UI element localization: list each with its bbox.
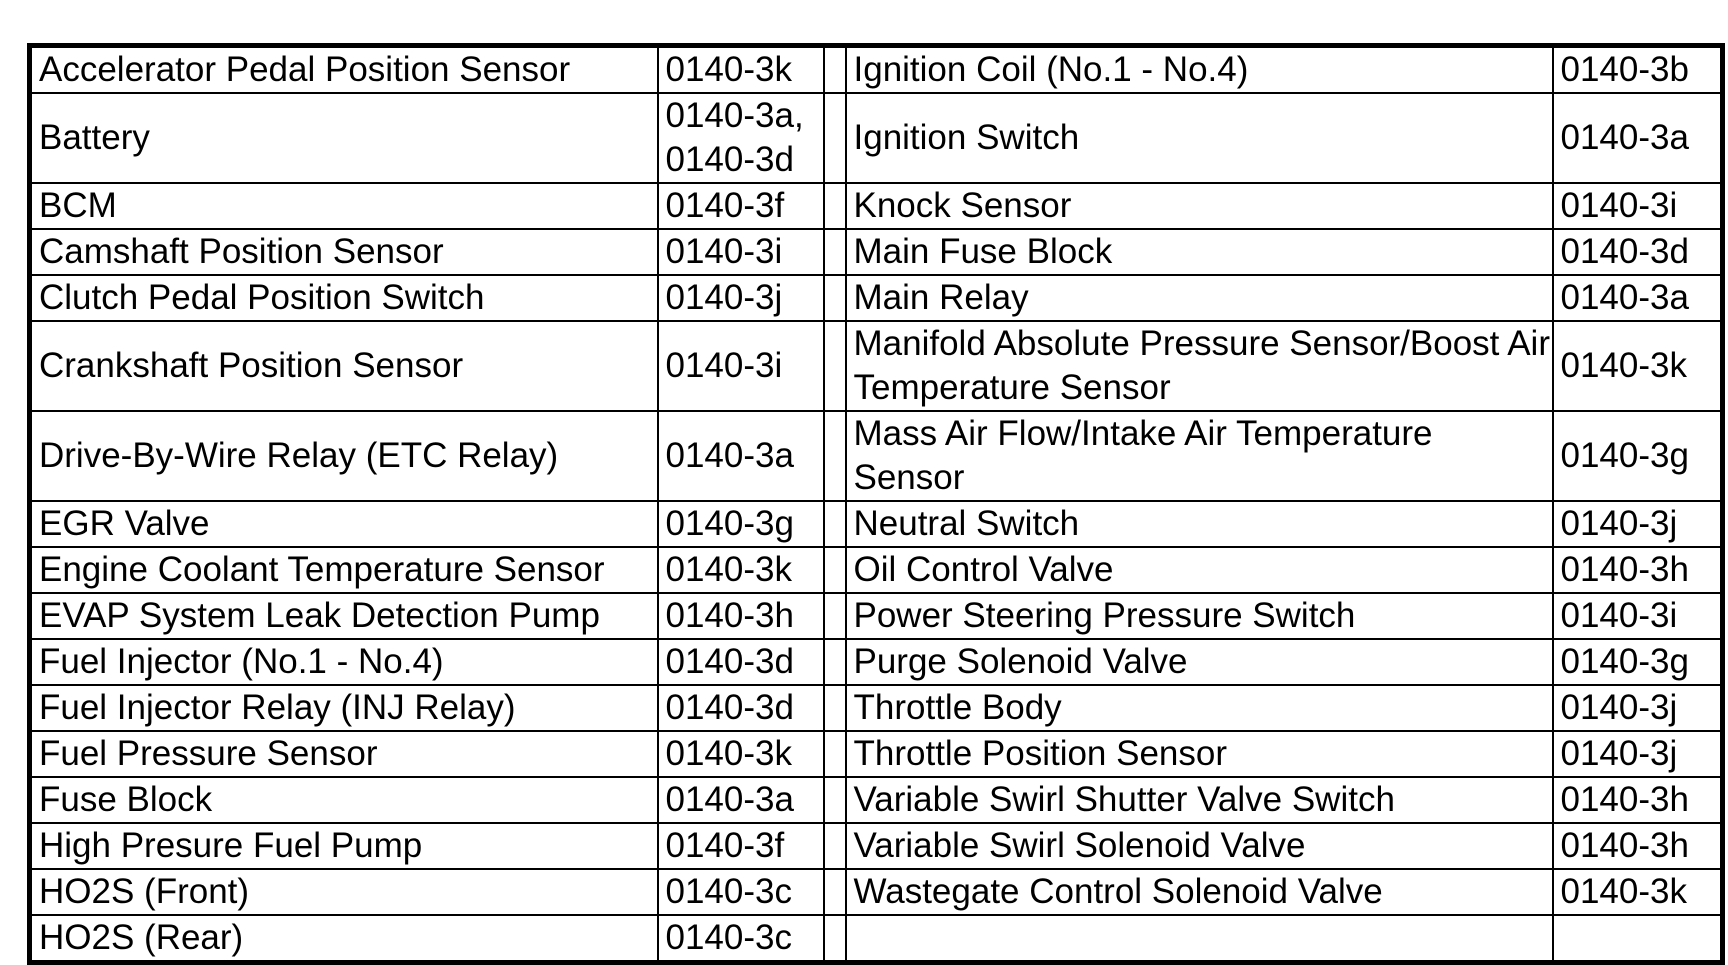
left-component-code: 0140-3j — [658, 275, 824, 321]
table-row — [30, 275, 1723, 321]
left-component-code: 0140-3f — [658, 183, 824, 229]
left-component-name: High Presure Fuel Pump — [30, 823, 658, 869]
right-component-code: 0140-3h — [1553, 547, 1723, 593]
right-component-name: Neutral Switch — [846, 501, 1553, 547]
right-component-name: Oil Control Valve — [846, 547, 1553, 593]
right-component-name: Main Fuse Block — [846, 229, 1553, 275]
right-component-code: 0140-3k — [1553, 321, 1723, 411]
right-component-name: Purge Solenoid Valve — [846, 639, 1553, 685]
right-component-code: 0140-3j — [1553, 501, 1723, 547]
right-component-code: 0140-3g — [1553, 639, 1723, 685]
left-component-name: Fuel Injector Relay (INJ Relay) — [30, 685, 658, 731]
column-spacer — [824, 685, 846, 731]
right-component-name: Power Steering Pressure Switch — [846, 593, 1553, 639]
column-spacer — [824, 639, 846, 685]
right-component-name: Wastegate Control Solenoid Valve — [846, 869, 1553, 915]
right-component-code: 0140-3a — [1553, 93, 1723, 183]
right-component-name: Throttle Position Sensor — [846, 731, 1553, 777]
column-spacer — [824, 183, 846, 229]
left-component-code: 0140-3c — [658, 915, 824, 963]
right-component-code: 0140-3h — [1553, 777, 1723, 823]
left-component-code: 0140-3k — [658, 547, 824, 593]
column-spacer — [824, 731, 846, 777]
table-row — [30, 823, 1723, 869]
right-component-name: Main Relay — [846, 275, 1553, 321]
table-row — [30, 93, 1723, 183]
left-component-code: 0140-3h — [658, 593, 824, 639]
left-component-name: Engine Coolant Temperature Sensor — [30, 547, 658, 593]
left-component-code: 0140-3k — [658, 731, 824, 777]
right-component-code: 0140-3a — [1553, 275, 1723, 321]
left-component-code: 0140-3d — [658, 685, 824, 731]
right-component-code: 0140-3g — [1553, 411, 1723, 501]
right-component-code: 0140-3j — [1553, 685, 1723, 731]
column-spacer — [824, 593, 846, 639]
left-component-name: Fuel Pressure Sensor — [30, 731, 658, 777]
left-component-name: Fuel Injector (No.1 - No.4) — [30, 639, 658, 685]
right-component-name: Ignition Switch — [846, 93, 1553, 183]
table-row — [30, 547, 1723, 593]
right-component-code: 0140-3k — [1553, 869, 1723, 915]
column-spacer — [824, 411, 846, 501]
table-row — [30, 411, 1723, 501]
column-spacer — [824, 93, 846, 183]
right-component-code: 0140-3h — [1553, 823, 1723, 869]
column-spacer — [824, 869, 846, 915]
column-spacer — [824, 547, 846, 593]
column-spacer — [824, 229, 846, 275]
column-spacer — [824, 777, 846, 823]
right-component-name: Manifold Absolute Pressure Sensor/Boost Air Temperature Sensor — [846, 321, 1553, 411]
left-component-code: 0140-3g — [658, 501, 824, 547]
table-row — [30, 869, 1723, 915]
left-component-code: 0140-3f — [658, 823, 824, 869]
column-spacer — [824, 275, 846, 321]
left-component-name: Fuse Block — [30, 777, 658, 823]
right-component-name: Knock Sensor — [846, 183, 1553, 229]
table-row — [30, 777, 1723, 823]
left-component-code: 0140-3a — [658, 777, 824, 823]
right-component-name: Throttle Body — [846, 685, 1553, 731]
left-component-code: 0140-3k — [658, 46, 824, 94]
left-component-name: EVAP System Leak Detection Pump — [30, 593, 658, 639]
left-component-name: Drive-By-Wire Relay (ETC Relay) — [30, 411, 658, 501]
table-row — [30, 501, 1723, 547]
left-component-name: Battery — [30, 93, 658, 183]
right-component-code: 0140-3d — [1553, 229, 1723, 275]
left-component-name: BCM — [30, 183, 658, 229]
right-component-code: 0140-3i — [1553, 183, 1723, 229]
right-component-name: Mass Air Flow/Intake Air Temperature Sensor — [846, 411, 1553, 501]
column-spacer — [824, 915, 846, 963]
table-row — [30, 731, 1723, 777]
column-spacer — [824, 501, 846, 547]
table-row — [30, 321, 1723, 411]
table-row — [30, 915, 1723, 963]
table-row — [30, 46, 1723, 94]
table-row — [30, 685, 1723, 731]
left-component-code: 0140-3d — [658, 639, 824, 685]
column-spacer — [824, 823, 846, 869]
left-component-code: 0140-3i — [658, 229, 824, 275]
left-component-name: Camshaft Position Sensor — [30, 229, 658, 275]
table-row — [30, 593, 1723, 639]
column-spacer — [824, 321, 846, 411]
right-component-name: Variable Swirl Solenoid Valve — [846, 823, 1553, 869]
right-component-code: 0140-3j — [1553, 731, 1723, 777]
left-component-name: HO2S (Rear) — [30, 915, 658, 963]
right-component-code — [1553, 915, 1723, 963]
component-location-table — [27, 43, 1725, 965]
left-component-code: 0140-3i — [658, 321, 824, 411]
left-component-code: 0140-3a, 0140-3d — [658, 93, 824, 183]
left-component-code: 0140-3c — [658, 869, 824, 915]
table-row — [30, 639, 1723, 685]
left-component-name: Accelerator Pedal Position Sensor — [30, 46, 658, 94]
left-component-name: Crankshaft Position Sensor — [30, 321, 658, 411]
left-component-name: HO2S (Front) — [30, 869, 658, 915]
table-row — [30, 183, 1723, 229]
left-component-code: 0140-3a — [658, 411, 824, 501]
left-component-name: Clutch Pedal Position Switch — [30, 275, 658, 321]
right-component-name — [846, 915, 1553, 963]
right-component-code: 0140-3b — [1553, 46, 1723, 94]
left-component-name: EGR Valve — [30, 501, 658, 547]
right-component-name: Variable Swirl Shutter Valve Switch — [846, 777, 1553, 823]
table-row — [30, 229, 1723, 275]
right-component-code: 0140-3i — [1553, 593, 1723, 639]
column-spacer — [824, 46, 846, 94]
right-component-name: Ignition Coil (No.1 - No.4) — [846, 46, 1553, 94]
